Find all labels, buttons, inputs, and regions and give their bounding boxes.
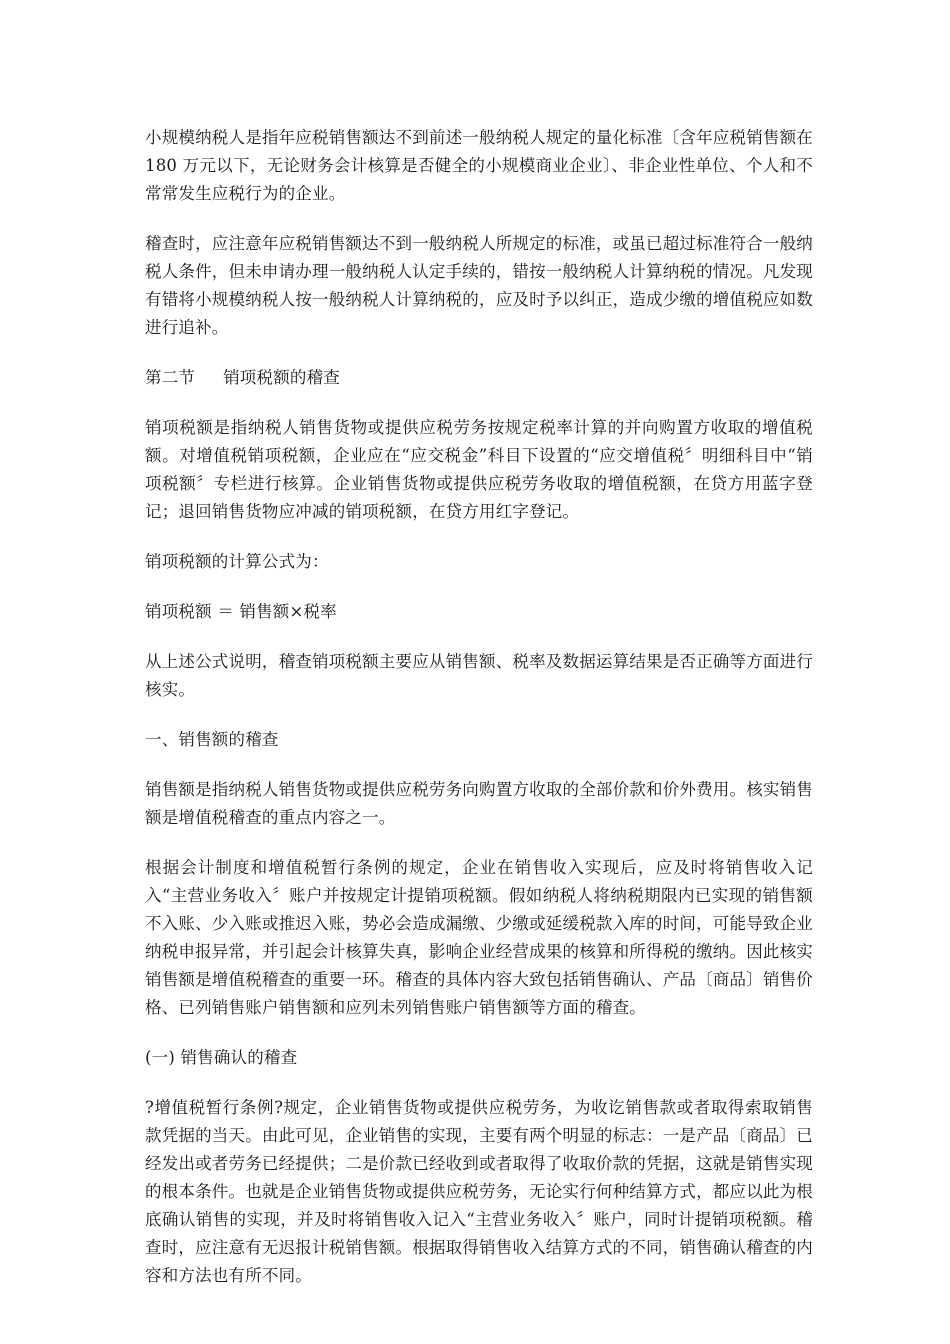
paragraph-sales-definition: 销售额是指纳税人销售货物或提供应税劳务向购置方收取的全部价款和价外费用。核实销售额是增值税稽查的重点内容之一。 bbox=[145, 780, 813, 827]
subheading-sales-recognition: (一) 销售确认的稽查 bbox=[145, 1048, 298, 1067]
document-body bbox=[145, 124, 813, 1312]
section-number: 第二节 bbox=[145, 368, 196, 387]
paragraph-small-scale-taxpayer: 小规模纳税人是指年应税销售额达不到前述一般纳税人规定的量化标准〔含年应税销售额在 180 万元以下，无论财务会计核算是否健全的小规模商业企业〕、非企业性单位、个人和不常常发生应税行为的企业。 bbox=[145, 128, 813, 203]
paragraph-output-tax-definition: 销项税额是指纳税人销售货物或提供应税劳务按规定税率计算的并向购置方收取的增值税额。对增值税销项税额，企业应在“应交税金”科目下设置的“应交增值税〞明细科目中“销项税额〞专栏进行核算。企业销售货物或提供应税劳务收取的增值税额，在贷方用蓝字登记；退回销售货物应冲减的销项税额，在贷方用红字登记。 bbox=[145, 418, 813, 521]
subheading-sales-audit: 一、销售额的稽查 bbox=[145, 730, 279, 749]
paragraph-sales-recognition: ?增值税暂行条例?规定，企业销售货物或提供应税劳务，为收讫销售款或者取得索取销售款凭据的当天。由此可见，企业销售的实现，主要有两个明显的标志：一是产品〔商品〕已经发出或者劳务已经提供；二是价款已经收到或者取得了收取价款的凭据，这就是销售实现的根本条件。也就是企业销售货物或提供应税劳务，无论实行何种结算方式，都应以此为根底确认销售的实现，并及时将销售收入记入“主营业务收入〞账户，同时计提销项税额。稽查时，应注意有无迟报计税销售额。根据取得销售收入结算方式的不同，销售确认稽查的内容和方法也有所不同。 bbox=[145, 1098, 813, 1285]
paragraph-audit-note: 稽查时，应注意年应税销售额达不到一般纳税人所规定的标准，或虽已超过标准符合一般纳税人条件，但未申请办理一般纳税人认定手续的，错按一般纳税人计算纳税的情况。凡发现有错将小规模纳税人按一般纳税人计算纳税的，应及时予以纠正，造成少缴的增值税应如数进行追补。 bbox=[145, 234, 813, 337]
paragraph-formula-explanation: 从上述公式说明，稽查销项税额主要应从销售额、税率及数据运算结果是否正确等方面进行核实。 bbox=[145, 652, 813, 699]
paragraph-formula-intro: 销项税额的计算公式为： bbox=[145, 552, 329, 571]
section-heading bbox=[145, 364, 813, 392]
section-title: 销项税额的稽查 bbox=[223, 368, 341, 387]
paragraph-accounting-rules: 根据会计制度和增值税暂行条例的规定，企业在销售收入实现后，应及时将销售收入记入“主营业务收入〞账户并按规定计提销项税额。假如纳税人将纳税期限内已实现的销售额不入账、少入账或推迟入账，势必会造成漏缴、少缴或延缓税款入库的时间，可能导致企业纳税申报异常，并引起会计核算失真，影响企业经营成果的核算和所得税的缴纳。因此核实销售额是增值税稽查的重要一环。稽查的具体内容大致包括销售确认、产品〔商品〕销售价格、已列销售账户销售额和应列未列销售账户销售额等方面的稽查。 bbox=[145, 858, 813, 1017]
formula-line: 销项税额 ＝ 销售额×税率 bbox=[145, 602, 337, 621]
